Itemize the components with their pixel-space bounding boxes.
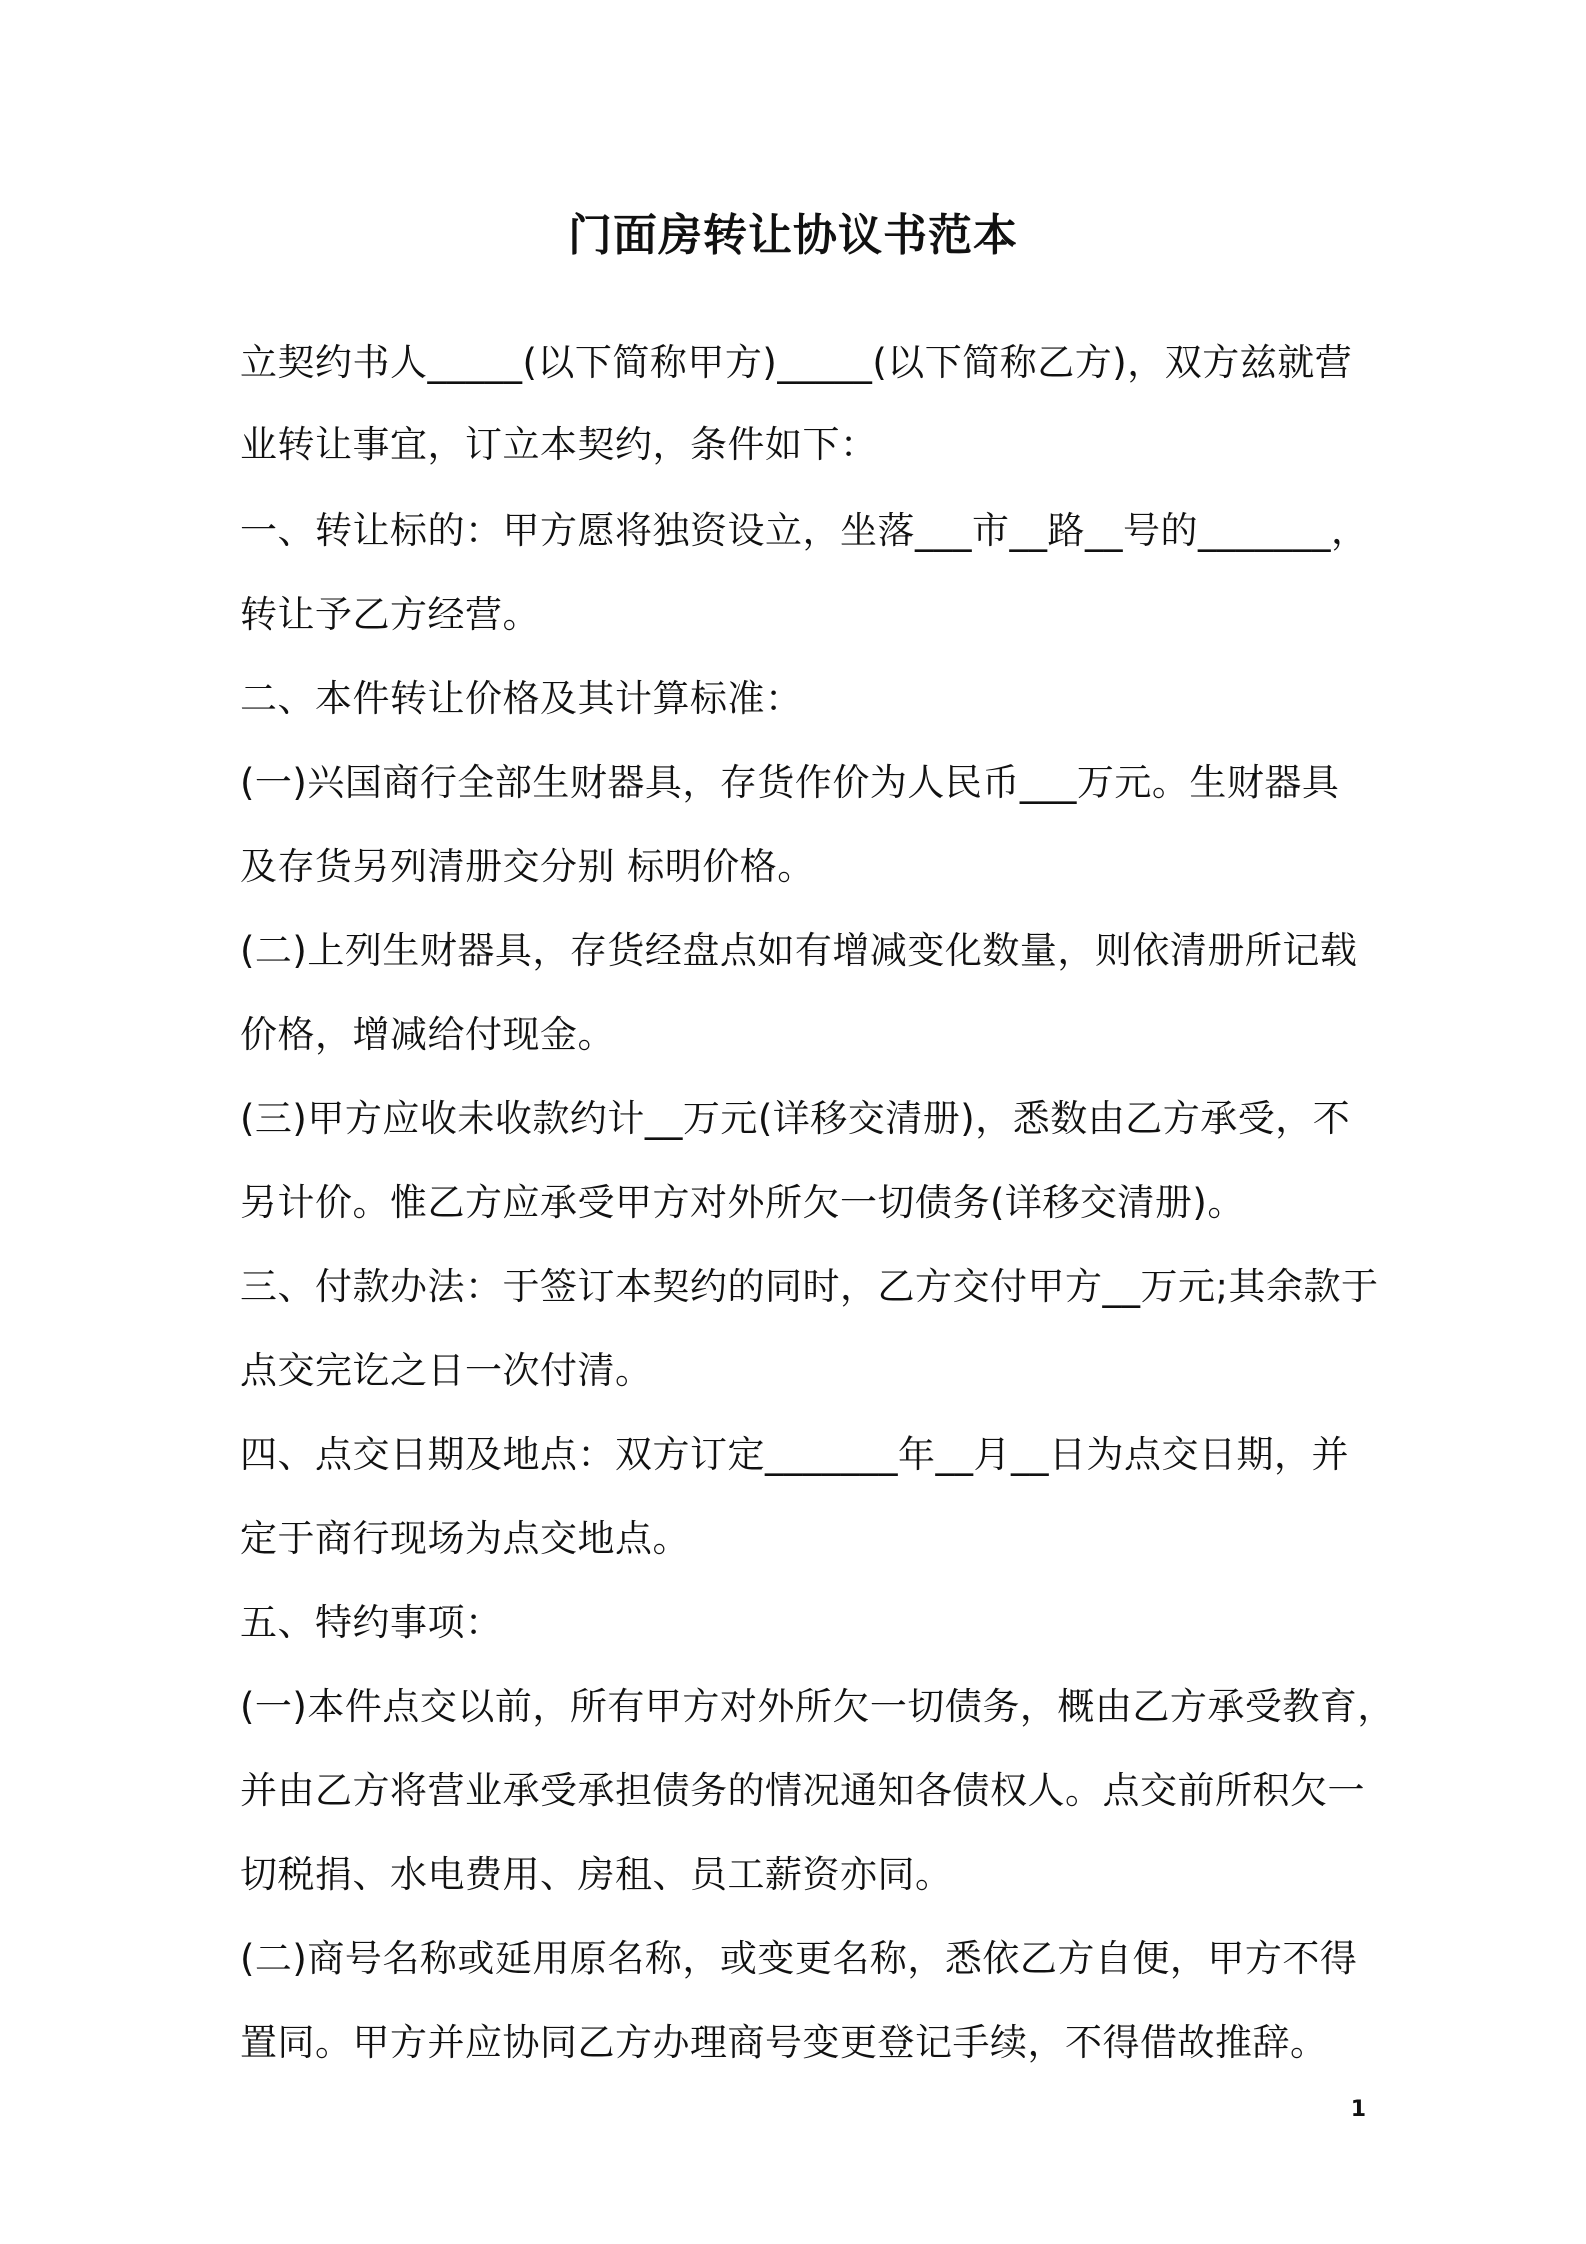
- body-line: (三)甲方应收未收款约计__万元(详移交清册)，悉数由乙方承受，不: [240, 1097, 1351, 1140]
- body-line: (二)商号名称或延用原名称，或变更名称，悉依乙方自便，甲方不得: [240, 1937, 1358, 1980]
- page-number: 1: [1350, 2097, 1366, 2122]
- body-line: 并由乙方将营业承受承担债务的情况通知各债权人。点交前所积欠一: [240, 1769, 1365, 1812]
- body-line: 定于商行现场为点交地点。: [240, 1517, 690, 1560]
- body-line: 一、转让标的：甲方愿将独资设立，坐落___市__路__号的_______，: [240, 509, 1369, 552]
- body-line: 业转让事宜，订立本契约，条件如下：: [240, 423, 878, 466]
- document-title: 门面房转让协议书范本: [568, 210, 1018, 261]
- body-line: 切税捐、水电费用、房租、员工薪资亦同。: [240, 1853, 953, 1896]
- body-line: 三、付款办法：于签订本契约的同时，乙方交付甲方__万元;其余款于: [240, 1265, 1379, 1308]
- body-line: 点交完讫之日一次付清。: [240, 1349, 653, 1392]
- body-line: 另计价。惟乙方应承受甲方对外所欠一切债务(详移交清册)。: [240, 1181, 1245, 1224]
- body-line: (二)上列生财器具，存货经盘点如有增减变化数量，则依清册所记载: [240, 929, 1358, 972]
- body-line: 立契约书人_____(以下简称甲方)_____(以下简称乙方)，双方兹就营: [240, 341, 1353, 384]
- body-line: 五、特约事项：: [240, 1601, 503, 1644]
- body-line: 及存货另列清册交分别 标明价格。: [240, 845, 815, 888]
- body-line: 置同。甲方并应协同乙方办理商号变更登记手续，不得借故推辞。: [240, 2021, 1328, 2064]
- body-line: 转让予乙方经营。: [240, 593, 540, 636]
- body-line: (一)本件点交以前，所有甲方对外所欠一切债务，概由乙方承受教育，: [240, 1685, 1395, 1728]
- body-line: 二、本件转让价格及其计算标准：: [240, 677, 803, 720]
- body-line: 价格，增减给付现金。: [240, 1013, 615, 1056]
- body-line: (一)兴国商行全部生财器具，存货作价为人民币___万元。生财器具: [240, 761, 1340, 804]
- body-line: 四、点交日期及地点：双方订定_______年__月__日为点交日期，并: [240, 1433, 1349, 1476]
